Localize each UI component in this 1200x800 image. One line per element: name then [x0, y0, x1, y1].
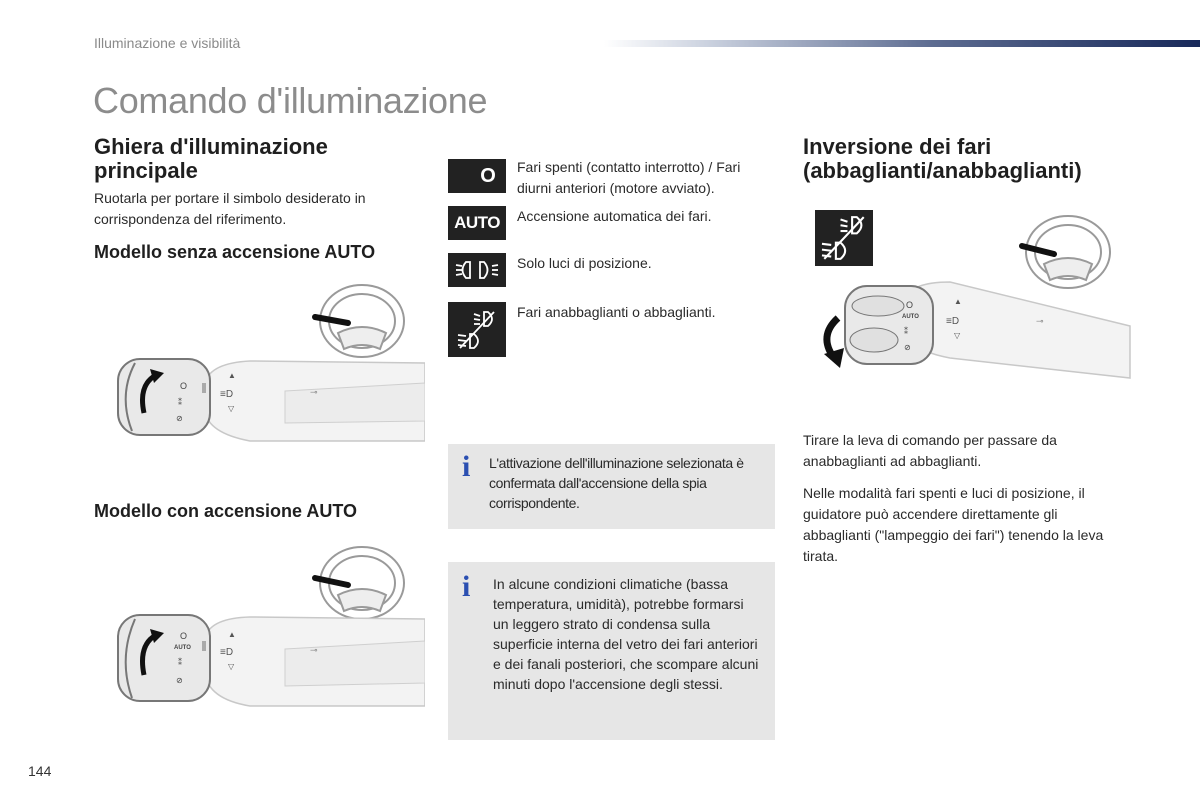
- header-gradient-bar: [604, 40, 1200, 47]
- left-intro: Ruotarla per portare il simbolo desiderato in corrispondenza del riferimento.: [94, 190, 366, 227]
- header-section-label: Illuminazione e visibilità: [94, 35, 241, 51]
- info-text-condensation: In alcune condizioni climatiche (bassa temperatura, umidità), potrebbe formarsi un leggero strato di condensa sulla superficie interna del vetro dei fari anteriori e dei fanali posteriori, che scompare alcuni minuti dopo l'accensione degli stessi.: [493, 576, 759, 692]
- switch-desc-off: Fari spenti (contatto interrotto) / Fari diurni anteriori (motore avviato).: [517, 159, 741, 196]
- up-arrow-icon: ▲: [228, 371, 236, 380]
- headlights-icon: ⊘: [176, 414, 183, 423]
- up-arrow-icon: ▲: [228, 630, 236, 639]
- off-o-icon: O: [448, 159, 506, 193]
- pull-arrow-icon: [824, 318, 844, 368]
- key-icon: ⊸: [1036, 316, 1044, 326]
- right-para-1: Tirare la leva di comando per passare da anabbaglianti ad abbaglianti.: [803, 432, 1057, 469]
- auto-icon: AUTO: [448, 206, 506, 240]
- right-heading: Inversione dei fari (abbaglianti/anabbaglianti): [803, 134, 1082, 183]
- switch-desc-position: Solo luci di posizione.: [517, 255, 652, 271]
- page-number: 144: [28, 763, 52, 779]
- lever-illustration-pull: [810, 208, 1132, 383]
- headlights-icon: ⊘: [176, 676, 183, 685]
- key-icon: ⊸: [310, 387, 318, 397]
- fog-light-icon: ≡D: [220, 389, 234, 400]
- left-heading: Ghiera d'illuminazione principale: [94, 134, 328, 183]
- position-lights-icon: ⁑: [904, 327, 908, 336]
- info-text-confirmation: L'attivazione dell'illuminazione selezionata è confermata dall'accensione della spia corrispondente.: [489, 455, 744, 511]
- page-title: Comando d'illuminazione: [93, 80, 488, 121]
- lever-illustration-no-auto: [110, 283, 425, 443]
- position-lights-icon: ⁑: [178, 398, 182, 407]
- info-box-condensation: [448, 562, 775, 740]
- switch-desc-auto: Accensione automatica dei fari.: [517, 208, 712, 224]
- down-arrow-icon: ▽: [228, 662, 235, 671]
- up-arrow-icon: ▲: [954, 297, 962, 306]
- position-lights-icon: [448, 253, 506, 287]
- right-para-2: Nelle modalità fari spenti e luci di posizione, il guidatore può accendere direttamente gli abbaglianti ("lampeggio dei fari") tenendo la leva tirata.: [803, 485, 1104, 564]
- info-icon: i: [462, 570, 471, 603]
- lever-o-label: O: [180, 631, 188, 641]
- lever-auto-label: AUTO: [174, 645, 191, 651]
- down-arrow-icon: ▽: [954, 331, 961, 340]
- down-arrow-icon: ▽: [228, 404, 235, 413]
- info-icon: i: [462, 450, 471, 483]
- fog-light-icon: ≡D: [946, 316, 960, 327]
- lever-o-label: O: [180, 381, 188, 391]
- model-auto-heading: Modello con accensione AUTO: [94, 501, 358, 521]
- fog-light-icon: ≡D: [220, 647, 234, 658]
- key-icon: ⊸: [310, 645, 318, 655]
- headlights-icon: ⊘: [904, 343, 911, 352]
- lever-illustration-auto: [110, 543, 425, 713]
- switch-desc-headlights: Fari anabbaglianti o abbaglianti.: [517, 304, 716, 320]
- headlights-icon: [448, 302, 506, 357]
- position-lights-icon: ⁑: [178, 658, 182, 667]
- lever-o-label: O: [906, 300, 914, 310]
- info-box-confirmation: [448, 444, 775, 529]
- lever-auto-label: AUTO: [902, 314, 919, 320]
- model-no-auto-heading: Modello senza accensione AUTO: [94, 242, 376, 262]
